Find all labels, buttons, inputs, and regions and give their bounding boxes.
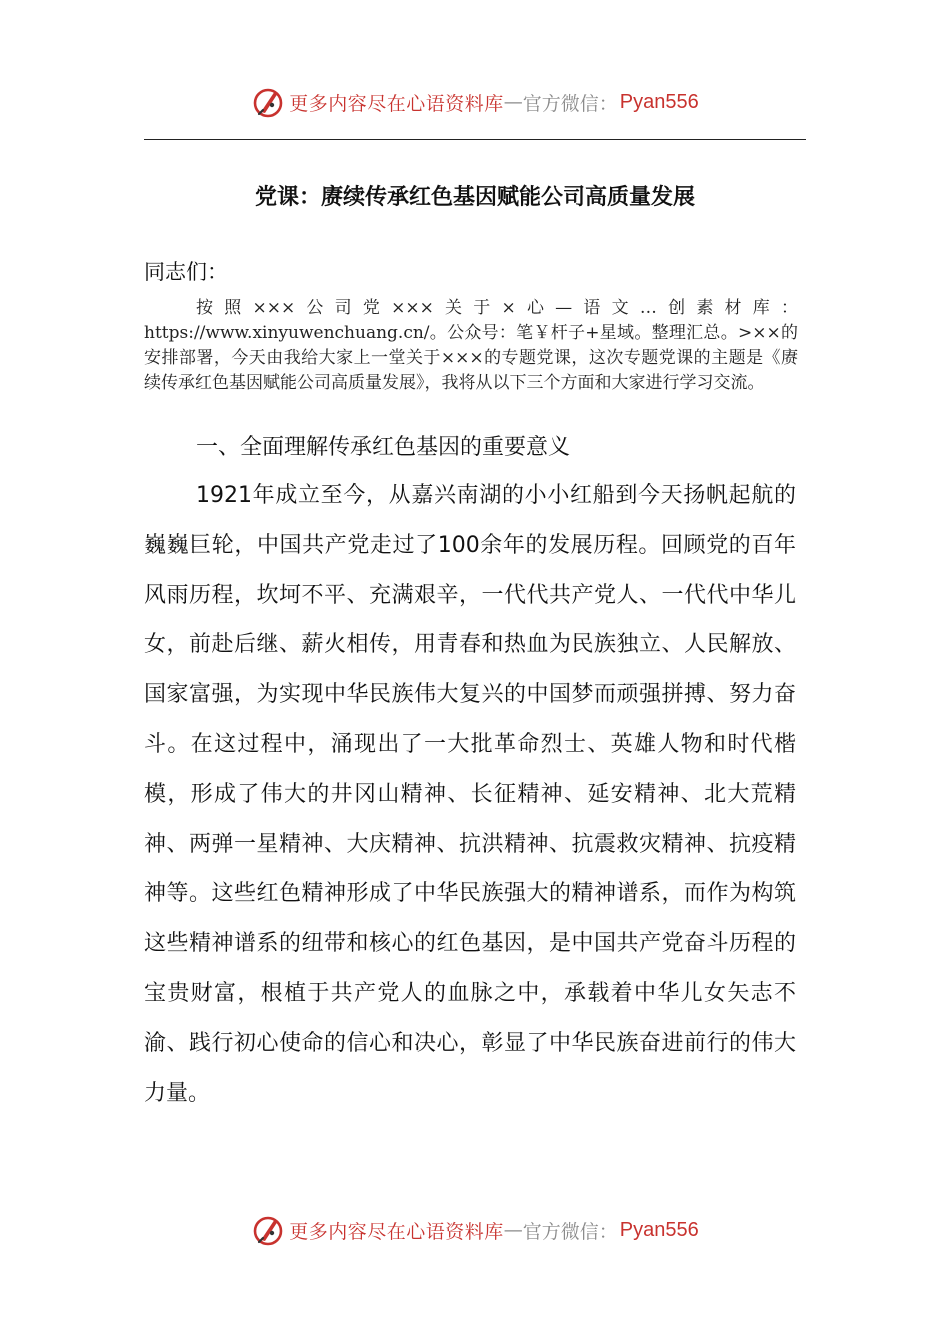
banner-separator: — (503, 91, 523, 113)
banner-wechat-label: 官方微信： (522, 1220, 618, 1243)
footer-banner (0, 1210, 950, 1250)
banner-wechat-label: 官方微信： (522, 92, 618, 115)
header-banner (0, 82, 950, 122)
banner-wechat-id: Pyan556 (619, 90, 699, 113)
intro-paragraph: 按照×××公司党×××关于×心—语文…创素材库：https://www.xinyuwenchuang.cn/。公众号：笔￥杆子+星域。整理汇总。>××的安排部署，今天由我给大家上一堂关于×××的专题党课，这次专题党课的主题是《赓续传承红色基因赋能公司高质量发展》，我将从以下三个方面和大家进行学习交流。 (144, 298, 798, 393)
quill-pen-logo-icon (251, 1213, 285, 1247)
quill-pen-logo-icon (251, 85, 285, 119)
banner-slogan: 更多内容尽在心语资料库 (289, 1220, 504, 1243)
banner-separator: — (503, 1219, 523, 1241)
banner-wechat-id: Pyan556 (619, 1218, 699, 1241)
banner-slogan: 更多内容尽在心语资料库 (289, 92, 504, 115)
header-divider (144, 139, 806, 140)
salutation: 同志们： (144, 260, 228, 284)
body-paragraph: 1921年成立至今，从嘉兴南湖的小小红船到今天扬帆起航的巍巍巨轮，中国共产党走过了100余年的发展历程。回顾党的百年风雨历程，坎坷不平、充满艰辛，一代代共产党人、一代代中华儿女，前赴后继、薪火相传，用青春和热血为民族独立、人民解放、国家富强，为实现中华民族伟大复兴的中国梦而顽强拼搏、努力奋斗。在这过程中，涌现出了一大批革命烈士、英雄人物和时代楷模，形成了伟大的井冈山精神、长征精神、延安精神、北大荒精神、两弹一星精神、大庆精神、抗洪精神、抗震救灾精神、抗疫精神等。这些红色精神形成了中华民族强大的精神谱系，而作为构筑这些精神谱系的纽带和核心的红色基因，是中国共产党奋斗历程的宝贵财富，根植于共产党人的血脉之中，承载着中华儿女矢志不渝、践行初心使命的信心和决心，彰显了中华民族奋进前行的伟大力量。 (144, 483, 796, 1106)
section-heading: 一、全面理解传承红色基因的重要意义 (196, 435, 571, 460)
document-title: 党课：赓续传承红色基因赋能公司高质量发展 (254, 185, 695, 210)
